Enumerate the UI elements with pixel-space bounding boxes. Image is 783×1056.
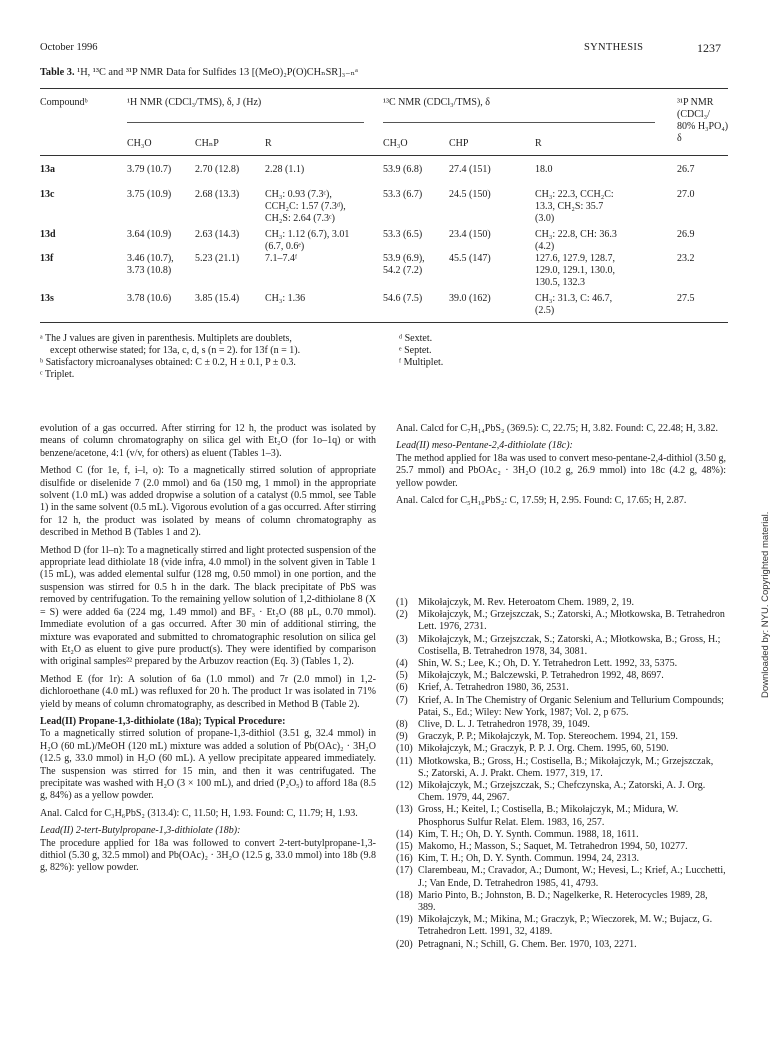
paragraph: The method applied for 18a was used to convert meso-pentane-2,4-dithiol (3.50 g, 25.7 mmol) and PbOAc₂ · 3H₂O (10.2 g, 26.9 mmol) into 18c (4.2 g, 48%): yellow powder. bbox=[396, 452, 726, 489]
reference-number: (9) bbox=[396, 731, 408, 743]
sub-header-h-ch3o: CH₃O bbox=[127, 138, 152, 149]
reference-text: Petragnani, N.; Schill, G. Chem. Ber. 1970, 103, 2271. bbox=[418, 938, 637, 950]
reference-number: (14) bbox=[396, 828, 413, 840]
table-caption bbox=[40, 66, 358, 78]
reference-text: Mikołajczyk, M.; Grzejszczak, S.; Zatorski, A.; Młotkowska, B. Tetrahedron Lett. 1976, 2731. bbox=[418, 609, 725, 633]
reference-text: Młotkowska, B.; Gross, H.; Costisella, B.; Mikołajczyk, M.; Grzejszczak, S.; Zatorski, A. J. Prakt. Chem. 1977, 319, 17. bbox=[418, 755, 714, 779]
reference-item bbox=[396, 829, 726, 841]
p-value: 23.2 bbox=[677, 253, 695, 264]
paragraph: Anal. Calcd for C₃H₆PbS₂ (313.4): C, 11.50; H, 1.93. Found: C, 11.79; H, 1.93. bbox=[40, 807, 358, 819]
reference-number: (13) bbox=[396, 804, 413, 816]
col-header-p-nmr: ³¹P NMR (CDCl₃/ 80% H₃PO₄) δ bbox=[677, 97, 729, 144]
reference-item bbox=[396, 890, 726, 914]
reference-text: Krief, A. Tetrahedron 1980, 36, 2531. bbox=[418, 682, 569, 694]
h-chnp-value: 3.85 (15.4) bbox=[195, 293, 240, 304]
table-footnotes-left bbox=[40, 333, 390, 381]
reference-item bbox=[396, 695, 726, 719]
reference-item bbox=[396, 609, 726, 633]
reference-item bbox=[396, 914, 726, 938]
paragraph: Method C (for 1e, f, i–l, o): To a magnetically stirred solution of appropriate disulfide or diselenide 7 (2.0 mmol) and 6a (150 mg, 1 mmol) in the appropriate solvent (1.0 mL) was added dropwise a solution of a catalyst (0.5 mmol, see Table 1) in the same solvent (0.5 mL). Vigorous evolution of a gas occurred. After stirring for 12 h, the product was isolated by means of column chromatography as described in Method B (Tables 1 and 2). bbox=[40, 465, 376, 539]
reference-number: (16) bbox=[396, 853, 413, 865]
reference-item bbox=[396, 597, 726, 609]
paragraph: Method E (for 1r): A solution of 6a (1.0 mmol) and 7r (2.0 mmol) in 1,2-dichloroethane (4.0 mL) was refluxed for 20 h. The product 1r was isolated in 71% yield by means of column chromatography, as described in Method B (Table 2). bbox=[40, 673, 376, 710]
h-chnp-value: 5.23 (21.1) bbox=[195, 253, 240, 264]
h-ch3o-value: 3.46 (10.7), 3.73 (10.8) bbox=[127, 253, 174, 276]
reference-number: (8) bbox=[396, 719, 408, 731]
page-number: 1237 bbox=[697, 41, 721, 55]
c-ch3o-value: 53.3 (6.5) bbox=[383, 229, 423, 240]
section-heading: Lead(II) meso-Pentane-2,4-dithiolate (18c): bbox=[396, 440, 573, 452]
reference-text: Makomo, H.; Masson, S.; Saquet, M. Tetrahedron 1994, 50, 10277. bbox=[418, 841, 688, 853]
table-bottom-rule bbox=[40, 322, 728, 323]
reference-item bbox=[396, 756, 726, 780]
col-header-h-nmr: ¹H NMR (CDCl₃/TMS), δ, J (Hz) bbox=[127, 97, 262, 108]
reference-number: (11) bbox=[396, 755, 413, 767]
reference-text: Clarembeau, M.; Cravador, A.; Dumont, W.; Hevesi, L.; Krief, A.; Lucchetti, J.; Van Ende, D. Tetrahedron 1985, 41, 4793. bbox=[418, 865, 726, 889]
reference-number: (20) bbox=[396, 938, 413, 950]
reference-number: (5) bbox=[396, 670, 408, 682]
compound-id: 13d bbox=[40, 229, 56, 240]
footnote: except otherwise stated; for 13a, c, d, s (n = 2). for 13f (n = 1). bbox=[40, 345, 301, 356]
reference-number: (10) bbox=[396, 743, 413, 755]
c-chp-value: 45.5 (147) bbox=[449, 253, 491, 264]
compound-id: 13c bbox=[40, 189, 55, 200]
left-column bbox=[40, 423, 376, 880]
h-ch3o-value: 3.79 (10.7) bbox=[127, 164, 172, 175]
reference-text: Gross, H.; Keitel, I.; Costisella, B.; Mikołajczyk, M.; Midura, W. Phosphorus Sulfur Relat. Elem. 1983, 16, 257. bbox=[418, 804, 679, 828]
h-chnp-value: 2.63 (14.3) bbox=[195, 229, 240, 240]
c-chp-value: 39.0 (162) bbox=[449, 293, 491, 304]
reference-text: Mario Pinto, B.; Johnston, B. D.; Nagelkerke, R. Heterocycles 1989, 28, 389. bbox=[418, 889, 708, 914]
h-nmr-group-rule bbox=[127, 122, 364, 123]
download-watermark-text: Downloaded by: NYU. Copyrighted material. bbox=[760, 511, 771, 698]
paragraph: evolution of a gas occurred. After stirring for 12 h, the product was isolated by means of column chromatography on silica gel with Et₂O (for 1o–1q) or with benzene/acetone, 4:1 (v/v, for others) as eluent (Tables 1–3). bbox=[40, 423, 376, 459]
reference-text: Kim, T. H.; Oh, D. Y. Synth. Commun. 1988, 18, 1611. bbox=[418, 828, 639, 840]
compound-id: 13a bbox=[40, 164, 55, 175]
reference-item bbox=[396, 682, 726, 694]
footnote: ᵉ Septet. bbox=[399, 345, 432, 356]
h-r-value: CH₃: 1.36 bbox=[265, 293, 306, 304]
table-header-rule bbox=[40, 155, 728, 156]
paragraph: Method D (for 1l–n): To a magnetically stirred and light protected suspension of the appropriate lead dithiolate 18 (vide infra, 4.0 mmol) in the solvent given in Table 1 (15 mL), was added elemental sulfur (128 mg, 0.50 mmol) in one portion, and the suspension was stirred for 0.5 h in the dark. The black precipitate of PbS was removed by centrifugation. To the remaining yellow solution of 1,2-dithiolane 8 (X = S) were added 6a (224 mg, 1.49 mmol) and BF₃ · Et₂O (88 μL, 0.70 mmol). Immediate evolution of a gas occurred. After 30 min of additional stirring, the mixture was evaporated and submitted to chromatographic resolution on silica gel with Et₂O as eluent to give pure product(s). They were identified by comparison with original samples²² prepared by the Arbuzov reaction (Eq. 3) (Tables 1, 2). bbox=[40, 544, 376, 668]
c-r-value: 127.6, 127.9, 128.7, 129.0, 129.1, 130.0, 130.5, 132.3 bbox=[535, 253, 615, 288]
running-header-date: October 1996 bbox=[40, 42, 98, 53]
c-ch3o-value: 53.9 (6.8) bbox=[383, 164, 423, 175]
reference-number: (18) bbox=[396, 889, 413, 901]
c-r-value: CH₃: 31.3, C: 46.7, (2.5) bbox=[535, 293, 613, 316]
reference-text: Kim, T. H.; Oh, D. Y. Synth. Commun. 1994, 24, 2313. bbox=[418, 853, 640, 865]
p-value: 26.9 bbox=[677, 229, 695, 240]
h-r-value: 2.28 (1.1) bbox=[265, 164, 305, 175]
reference-number: (7) bbox=[396, 694, 408, 706]
reference-text: Graczyk, P. P.; Mikołajczyk, M. Top. Stereochem. 1994, 21, 159. bbox=[418, 731, 678, 743]
p-value: 27.5 bbox=[677, 293, 695, 304]
col-header-c-nmr: ¹³C NMR (CDCl₃/TMS), δ bbox=[383, 97, 490, 108]
c-r-value: CH₃: 22.3, CCH₂C: 13.3, CH₂S: 35.7 (3.0) bbox=[535, 189, 614, 224]
reference-text: Mikołajczyk, M.; Grzejszczak, S.; Chefczynska, A.; Zatorski, A. J. Org. Chem. 1979, 44, 2967. bbox=[418, 780, 706, 804]
c-chp-value: 23.4 (150) bbox=[449, 229, 491, 240]
footnote: ᵈ Sextet. bbox=[399, 333, 433, 344]
col-header-compound: Compoundᵇ bbox=[40, 97, 88, 108]
h-r-value: 7.1–7.4ᶠ bbox=[265, 253, 298, 264]
footnote: ᶠ Multiplet. bbox=[399, 357, 444, 368]
p-value: 27.0 bbox=[677, 189, 695, 200]
table-caption-text: ¹H, ¹³C and ³¹P NMR Data for Sulfides 13 [(MeO)₂P(O)CHₙSR]₃₋ₙᵃ bbox=[74, 67, 358, 78]
section-heading: Lead(II) Propane-1,3-dithiolate (18a); Typical Procedure: bbox=[40, 715, 286, 727]
reference-text: Mikołajczyk, M. Rev. Heteroatom Chem. 1989, 2, 19. bbox=[418, 597, 634, 608]
c-r-value: CH₃: 22.8, CH: 36.3 (4.2) bbox=[535, 229, 617, 252]
running-header-journal: SYNTHESIS bbox=[584, 42, 644, 53]
reference-text: Mikołajczyk, M.; Mikina, M.; Graczyk, P.; Wieczorek, M. W.; Bujacz, G. Tetrahedron Lett. 1991, 32, 4189. bbox=[418, 914, 713, 938]
paragraph: Anal. Calcd for C₇H₁₄PbS₂ (369.5): C, 22.75; H, 3.82. Found: C, 22.48; H, 3.82. bbox=[396, 423, 719, 434]
reference-item bbox=[396, 939, 726, 951]
compound-id: 13f bbox=[40, 253, 54, 264]
reference-text: Shin, W. S.; Lee, K.; Oh, D. Y. Tetrahedron Lett. 1992, 33, 5375. bbox=[418, 658, 678, 670]
reference-text: Mikołajczyk, M.; Grzejszczak, S.; Zatorski, A.; Młotkowska, B.; Gross, H.; Costisella, B. Tetrahedron 1978, 34, 3081. bbox=[418, 633, 721, 657]
reference-number: (3) bbox=[396, 633, 408, 645]
section-heading: Lead(II) 2-tert-Butylpropane-1,3-dithiolate (18b): bbox=[40, 825, 241, 837]
reference-item bbox=[396, 841, 726, 853]
reference-text: Krief, A. In The Chemistry of Organic Selenium and Tellurium Compounds; Patai, S., Ed.; Wiley: New York, 1987; Vol. 2, p 675. bbox=[418, 694, 724, 718]
sub-header-c-chp: CHP bbox=[449, 138, 469, 149]
reference-number: (17) bbox=[396, 865, 413, 877]
reference-number: (1) bbox=[396, 597, 408, 608]
reference-item bbox=[396, 719, 726, 731]
paragraph: To a magnetically stirred solution of propane-1,3-dithiol (3.51 g, 32.4 mmol) in H₂O (60 mL)/MeOH (120 mL) mixture was added a solution of Pb(OAc)₂ · 3H₂O (12.5 g, 33.0 mmol) in H₂O (60 mL). A yellow precipitate appeared immediately. The suspension was stirred for 15 min, and then it was centrifugated. The precipitate was washed with H₂O (3 × 100 mL), and dried (P₂O₅) to afford 18a (8.5 g, 84%) as a yellow powder. bbox=[40, 728, 376, 802]
sub-header-h-chnp: CHₙP bbox=[195, 138, 219, 149]
p-value: 26.7 bbox=[677, 164, 695, 175]
sub-header-c-ch3o: CH₃O bbox=[383, 138, 408, 149]
reference-text: Mikołajczyk, M.; Graczyk, P. P. J. Org. Chem. 1995, 60, 5190. bbox=[418, 743, 669, 755]
h-r-value: CH₃: 1.12 (6.7), 3.01 (6.7, 0.6ᵉ) bbox=[265, 229, 350, 252]
reference-number: (4) bbox=[396, 658, 408, 670]
download-watermark bbox=[760, 428, 774, 698]
compound-id: 13s bbox=[40, 293, 54, 304]
reference-item bbox=[396, 865, 726, 889]
reference-number: (15) bbox=[396, 841, 413, 853]
h-ch3o-value: 3.78 (10.6) bbox=[127, 293, 172, 304]
paragraph: The procedure applied for 18a was followed to convert 2-tert-butylpropane-1,3-dithiol (5.30 g, 32.5 mmol) and Pb(OAc)₂ · 3H₂O (12.5 g, 33.0 mmol) into 18b (9.8 g, 82%): yellow powder. bbox=[40, 837, 376, 874]
table-caption-label: Table 3. bbox=[40, 67, 75, 78]
table-top-rule bbox=[40, 88, 728, 89]
footnote: ᶜ Triplet. bbox=[40, 369, 75, 380]
right-column bbox=[396, 423, 726, 512]
reference-item bbox=[396, 780, 726, 804]
c-nmr-group-rule bbox=[383, 122, 655, 123]
c-ch3o-value: 54.6 (7.5) bbox=[383, 293, 423, 304]
paragraph: Anal. Calcd for C₅H₁₀PbS₂: C, 17.59; H, 2.95. Found: C, 17.65; H, 2.87. bbox=[396, 495, 687, 507]
reference-number: (12) bbox=[396, 780, 413, 792]
reference-item bbox=[396, 804, 726, 828]
reference-item bbox=[396, 853, 726, 865]
sub-header-h-r: R bbox=[265, 138, 272, 149]
h-chnp-value: 2.70 (12.8) bbox=[195, 164, 240, 175]
h-ch3o-value: 3.64 (10.9) bbox=[127, 229, 172, 240]
c-ch3o-value: 53.3 (6.7) bbox=[383, 189, 423, 200]
c-ch3o-value: 53.9 (6.9), 54.2 (7.2) bbox=[383, 253, 425, 276]
reference-text: Mikołajczyk, M.; Balczewski, P. Tetrahedron 1992, 48, 8697. bbox=[418, 670, 664, 682]
table-footnotes-right bbox=[399, 333, 599, 369]
reference-number: (19) bbox=[396, 914, 413, 926]
reference-item bbox=[396, 658, 726, 670]
footnote: ᵃ The J values are given in parenthesis. Multiplets are doublets, bbox=[40, 333, 292, 344]
reference-number: (2) bbox=[396, 609, 408, 621]
sub-header-c-r: R bbox=[535, 138, 542, 149]
c-r-value: 18.0 bbox=[535, 164, 553, 175]
reference-item bbox=[396, 670, 726, 682]
reference-item bbox=[396, 634, 726, 658]
h-r-value: CH₃: 0.93 (7.3ᶜ), CCH₂C: 1.57 (7.3ᵈ), CH₂S: 2.64 (7.3ᶜ) bbox=[265, 189, 346, 224]
reference-number: (6) bbox=[396, 682, 408, 694]
reference-item bbox=[396, 731, 726, 743]
h-ch3o-value: 3.75 (10.9) bbox=[127, 189, 172, 200]
c-chp-value: 24.5 (150) bbox=[449, 189, 491, 200]
reference-text: Clive, D. L. J. Tetrahedron 1978, 39, 1049. bbox=[418, 719, 590, 731]
footnote: ᵇ Satisfactory microanalyses obtained: C ± 0.2, H ± 0.1, P ± 0.3. bbox=[40, 357, 296, 368]
reference-item bbox=[396, 743, 726, 755]
h-chnp-value: 2.68 (13.3) bbox=[195, 189, 240, 200]
reference-list bbox=[396, 597, 726, 951]
c-chp-value: 27.4 (151) bbox=[449, 164, 491, 175]
